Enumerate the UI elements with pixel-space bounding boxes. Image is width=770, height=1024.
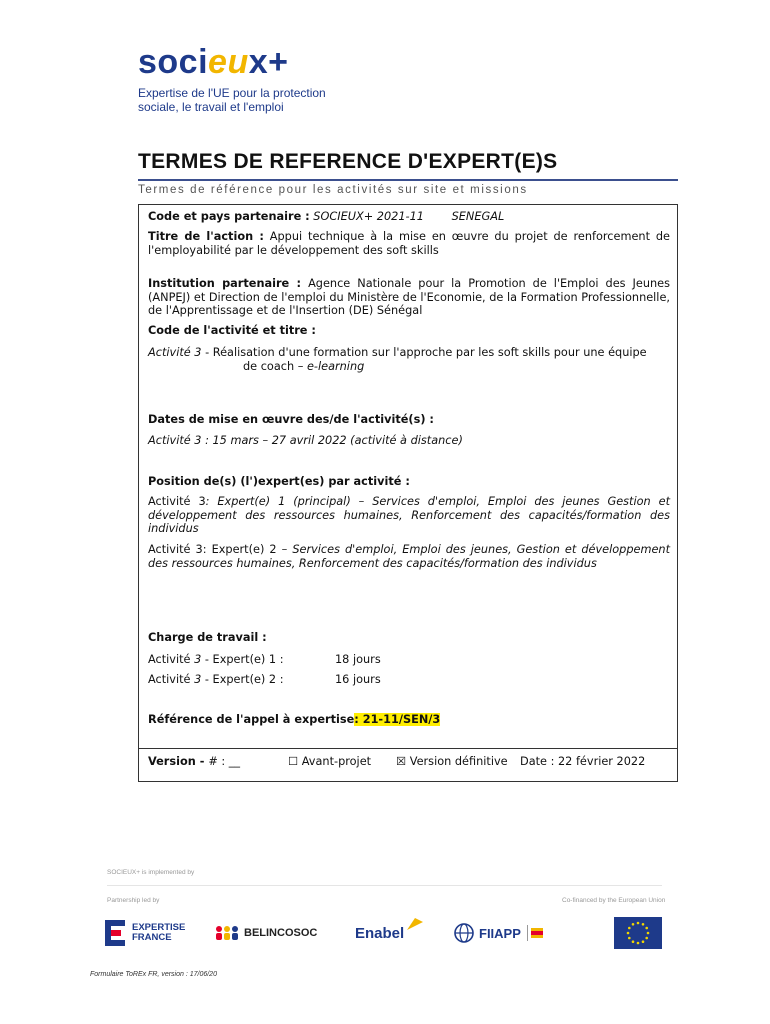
code-value: SOCIEUX+ 2021-11: [313, 210, 424, 223]
workload-row: [148, 673, 670, 687]
fiiapp-separator: [527, 925, 528, 941]
checkbox-empty-icon[interactable]: ☐: [288, 755, 299, 768]
workload-activity: Activité: [148, 653, 195, 666]
activity-row: [148, 346, 670, 360]
title-rule: [138, 179, 678, 181]
expert1-value: : Expert(e) 1 (principal) – Services d'emploi, Emploi des jeunes Gestion et développement des ressources humaines, Renforcement des capacités/formation des individus: [148, 495, 670, 535]
institution-row: [148, 277, 670, 318]
avant-projet-label: Avant-projet: [301, 755, 372, 768]
logo-wordmark: [138, 42, 358, 82]
action-label: Titre de l'action :: [148, 230, 264, 243]
position-label: Position de(s) (l')expert(es) par activité :: [148, 475, 410, 488]
expertise-text: EXPERTISE: [132, 922, 186, 933]
activity-prefix: Activité 3: [148, 346, 202, 359]
activity-value: - Réalisation d'une formation sur l'approche par les soft skills pour une équipe: [201, 346, 647, 359]
fiiapp-text: FIIAPP: [479, 925, 521, 941]
action-value: Appui technique à la mise en œuvre du projet de renforcement de l'employabilité par le développement des soft skills: [148, 230, 671, 257]
workload-num: 3: [194, 653, 202, 666]
socieux-logo: [138, 42, 358, 114]
france-text: FRANCE: [132, 932, 172, 943]
belincosoc-people-icon: [215, 925, 239, 941]
checkbox-checked-icon[interactable]: ☒: [396, 755, 407, 768]
footer: [0, 860, 770, 970]
dates-value: Activité 3 : 15 mars – 27 avril 2022 (activité à distance): [148, 434, 463, 447]
logo-soci: soci: [138, 43, 209, 81]
implemented-by-text: SOCIEUX+ is implemented by: [107, 869, 195, 876]
expertise-france-logo: [105, 916, 185, 950]
logo-tagline: Expertise de l'UE pour la protection sociale, le travail et l'emploi: [138, 86, 326, 114]
document-title: TERMES DE REFERENCE D'EXPERT(E)S: [138, 150, 558, 173]
reference-row: [148, 713, 670, 727]
date-value: Date : 22 février 2022: [520, 755, 646, 768]
fiiapp-logo: [453, 916, 543, 950]
dates-label: Dates de mise en œuvre des/de l'activité(s) :: [148, 413, 434, 426]
reference-value: : 21-11/SEN/3: [354, 713, 441, 726]
version-definitive-label: Version définitive: [409, 755, 508, 768]
logo-xplus: x+: [248, 43, 289, 81]
workload-num: 3: [194, 673, 202, 686]
code-row: [148, 210, 670, 224]
expert2-prefix: Activité 3: Expert(e) 2: [148, 543, 277, 556]
workload-days: 18 jours: [335, 653, 381, 666]
expert1-prefix: Activité 3: [148, 495, 206, 508]
version-row: [148, 755, 670, 769]
partnership-text: Partnership led by: [107, 897, 160, 904]
version-value: # : __: [208, 755, 241, 768]
version-label: Version -: [148, 755, 209, 768]
workload-expert: - Expert(e) 2 :: [201, 673, 284, 686]
logo-eu: eu: [208, 43, 249, 81]
activity-label: Code de l'activité et titre :: [148, 324, 316, 337]
workload-expert: - Expert(e) 1 :: [201, 653, 284, 666]
belincosoc-text: BELINCOSOC: [244, 927, 318, 939]
institution-value: Agence Nationale pour la Promotion de l'Emploi des Jeunes (ANPEJ) et Direction de l'emploi du Ministère de l'Economie, de la Formation Professionnelle, de l'Apprentissage et de l'Insertion (DE) Sénégal: [148, 277, 670, 317]
activity-row-2: [243, 360, 663, 374]
institution-label: Institution partenaire :: [148, 277, 302, 290]
activity-elearning: e-learning: [306, 360, 365, 373]
enabel-text: Enabel: [355, 924, 405, 942]
document-subtitle: Termes de référence pour les activités sur site et missions: [138, 184, 528, 196]
eu-flag-logo: [614, 916, 662, 950]
workload-label: Charge de travail :: [148, 631, 267, 644]
belincosoc-logo: [215, 916, 317, 950]
expert1-row: [148, 495, 670, 536]
spain-emblem-icon: [531, 928, 543, 938]
reference-label: Référence de l'appel à expertise: [148, 713, 355, 726]
country-value: SENEGAL: [451, 210, 505, 223]
avant-projet-option[interactable]: [288, 755, 371, 769]
activity-value-2: de coach –: [243, 360, 307, 373]
expert2-row: [148, 543, 670, 570]
expertise-france-icon: [105, 920, 127, 946]
version-definitive-option[interactable]: [396, 755, 508, 769]
footer-divider: [107, 885, 662, 886]
workload-row: [148, 653, 670, 667]
code-label: Code et pays partenaire :: [148, 210, 310, 223]
workload-activity: Activité: [148, 673, 195, 686]
fiiapp-globe-icon: [453, 922, 475, 944]
box-divider: [139, 748, 677, 749]
enabel-logo: [355, 916, 425, 950]
action-row: [148, 230, 670, 257]
workload-days: 16 jours: [335, 673, 381, 686]
terms-box: [138, 204, 678, 782]
form-version-footnote: Formulaire ToREx FR, version : 17/06/20: [90, 971, 217, 978]
cofinanced-text: Co-financed by the European Union: [562, 897, 666, 904]
expert2-value: – Services d'emploi, Emploi des jeunes, Gestion et développement des ressources humaines, Renforcement des capacités/formation des individus: [148, 543, 670, 570]
enabel-mark-icon: [405, 916, 425, 936]
eu-flag-icon: [614, 917, 662, 949]
